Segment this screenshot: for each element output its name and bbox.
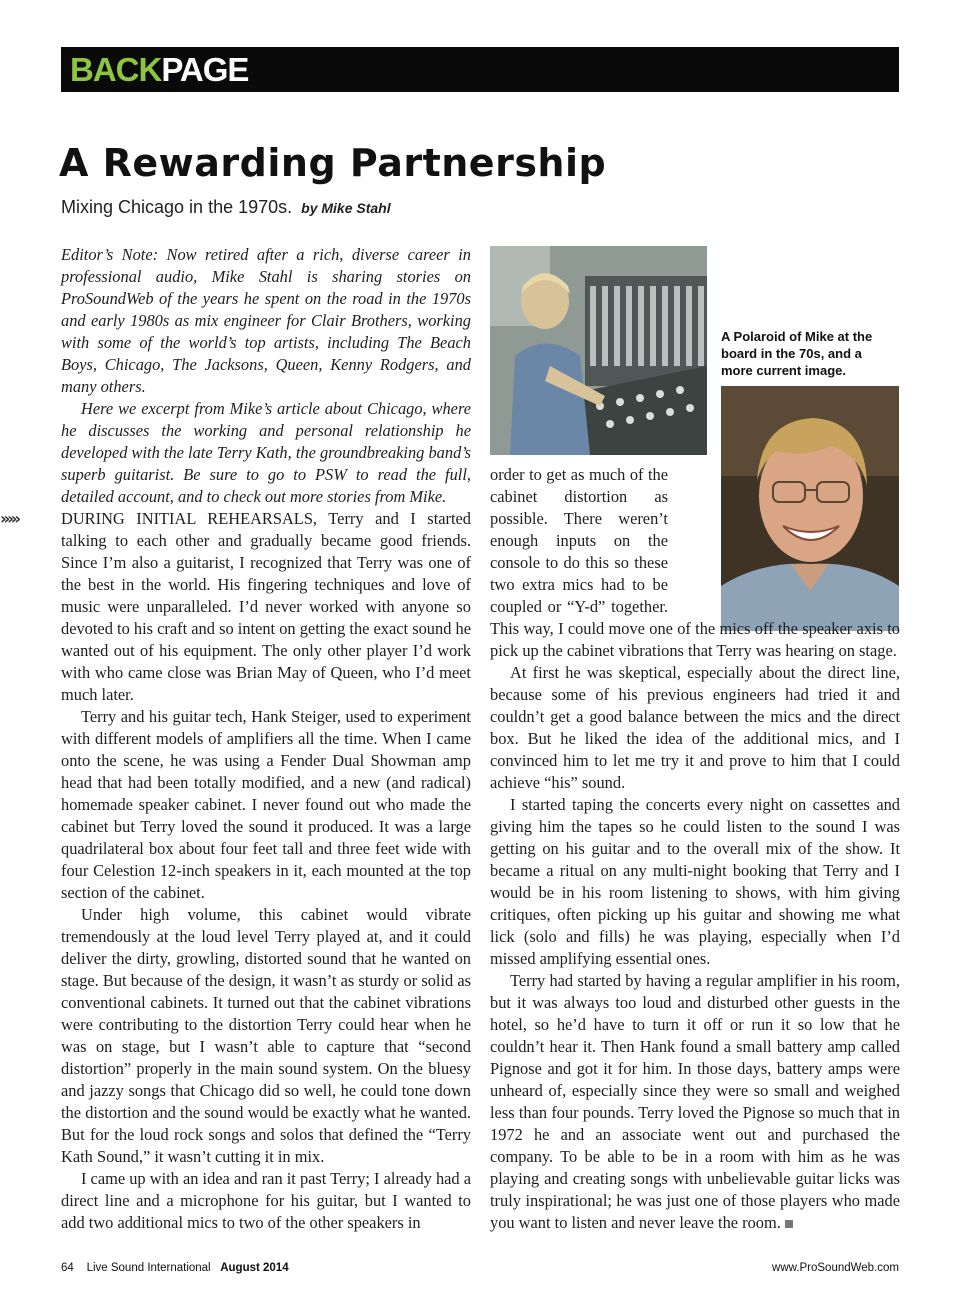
photo-caption: A Polaroid of Mike at the board in the 70s, and a more current image. bbox=[721, 329, 873, 378]
publication-name: Live Sound International bbox=[86, 1262, 211, 1274]
article-byline: by Mike Stahl bbox=[301, 200, 391, 216]
editor-note-paragraph-1: Editor’s Note: Now retired after a rich, diverse career in professional audio, Mike Stahl is sharing stories on ProSoundWeb of the years he spent on the road in the 1970s and early 1980s as mix engineer for Clair Brothers, working with some of the world’s top artists, including The Beach Boys, Chicago, The Jacksons, Queen, Kenny Rodgers, and many others. bbox=[61, 245, 471, 396]
article-column-right bbox=[490, 464, 900, 1234]
lead-arrows-icon: ››››› bbox=[0, 509, 18, 528]
page-number: 64 bbox=[61, 1262, 74, 1274]
editor-note bbox=[61, 244, 471, 508]
photo-wrap-spacer bbox=[668, 464, 900, 618]
body-paragraph-4: I came up with an idea and ran it past Terry; I already had a direct line and a microphone for his guitar, but I wanted to add two additional mics to two of the other speakers in bbox=[61, 1169, 471, 1232]
photo-mixing-console bbox=[490, 246, 707, 455]
footer-website: www.ProSoundWeb.com bbox=[772, 1262, 899, 1274]
body-paragraph-5: At first he was skeptical, especially about the direct line, because some of his previous engineers had tried it and couldn’t get a good balance between the mics and the direct box. But he liked the idea of the additional mics, and I convinced him to let me try it and prove to him that I could achieve “his” sound. bbox=[490, 663, 900, 792]
body-paragraph-3: Under high volume, this cabinet would vibrate tremendously at the loud level Terry played at, and it could deliver the dirty, growling, distorted sound that he wanted on stage. But because of the design, it wasn’t as sturdy or solid as conventional cabinets. It turned out that the cabinet vibrations were contributing to the distortion Terry could hear when he was on stage, but I wasn’t able to capture that “second distortion” properly in the main sound system. On the bluesy and jazzy songs that Chicago did so well, he could tone down the distortion and the sound would be exactly what he wanted. But for the loud rock songs and solos that defined the “Terry Kath Sound,” it wasn’t cutting it in mix. bbox=[61, 905, 471, 1166]
lead-caps: DURING INITIAL REHEARSALS, bbox=[61, 509, 318, 528]
article-column-left bbox=[0, 508, 471, 1234]
section-banner bbox=[61, 47, 899, 92]
body-paragraph-2: Terry and his guitar tech, Hank Steiger, used to experiment with different models of amplifiers all the time. When I came onto the scene, he was using a Fender Dual Showman amp head that had been totally modified, and a new (and radical) homemade speaker cabinet. I never found out who made the cabinet but Terry loved the sound it produced. It was a large quadrilateral box about four feet tall and three feet wide with four Celestion 12-inch speakers in it, each mounted at the top section of the cabinet. bbox=[61, 707, 471, 902]
article-subtitle-line bbox=[61, 195, 391, 220]
editor-note-paragraph-2: Here we excerpt from Mike’s article about Chicago, where he discusses the working and personal relationship he developed with the late Terry Kath, the groundbreaking band’s superb guitarist. Be sure to go to PSW to read the full, detailed account, and to check out more stories from Mike. bbox=[61, 399, 471, 506]
body-paragraph-7-text: Terry had started by having a regular amplifier in his room, but it was always too loud and disturbed other guests in the hotel, so he’d have to turn it off or run it so low that he couldn’t hear it. Then Hank found a small battery amp called Pignose and got it for him. In those days, battery amps were unheard of, especially since they were so small and weighed less than four pounds. Terry loved the Pignose so much that in 1972 he and an associate went out and purchased the company. To be able to be in a room with him as he was playing and creating songs with unbelievable guitar licks was truly inspirational; he was just one of those players who made you want to listen and never leave the room. bbox=[490, 971, 900, 1232]
body-paragraph-4-continued: order to get as much of the cabinet distortion as possible. There weren’t enough inputs on the console to do this so these two extra mics had to be coupled or “Y-d” together. This way, I could move one of the mics off the speaker axis to pick up the cabinet vibrations that Terry was hearing on stage. bbox=[490, 465, 900, 660]
banner-title bbox=[70, 50, 248, 90]
photo-mixing-console-image bbox=[490, 246, 707, 455]
body-paragraph-7 bbox=[490, 970, 900, 1234]
body-paragraph-6: I started taping the concerts every night on cassettes and giving him the tapes so he could listen to the sound I was getting on his guitar and to the overall mix of the show. It became a ritual on any multi-night booking that Terry and I would be in his room listening to shows, with him giving critiques, often picking up his guitar and showing me what lick (solo and fills) he was playing, especially when I’d missed amplifying essential ones. bbox=[490, 795, 900, 968]
end-mark-icon bbox=[785, 1220, 793, 1228]
article-subtitle: Mixing Chicago in the 1970s. bbox=[61, 197, 293, 217]
issue-date: August 2014 bbox=[220, 1262, 289, 1274]
body-paragraph-1-text: Terry and I started talking to each other and gradually became good friends. Since I’m also a guitarist, I recognized that Terry was one of the best in the world. His fingering techniques and love of music were unparalleled. I’d never worked with anyone so devoted to his craft and so intent on getting the exact sound he wanted out of his equipment. The only other player I’d work with who came close was Brian May of Queen, who I’d meet much later. bbox=[61, 509, 471, 704]
article-title: A Rewarding Partnership bbox=[59, 141, 607, 185]
footer-left bbox=[61, 1262, 289, 1274]
body-paragraph-1 bbox=[61, 508, 471, 706]
banner-page: PAGE bbox=[161, 51, 249, 88]
banner-back: BACK bbox=[70, 51, 162, 88]
